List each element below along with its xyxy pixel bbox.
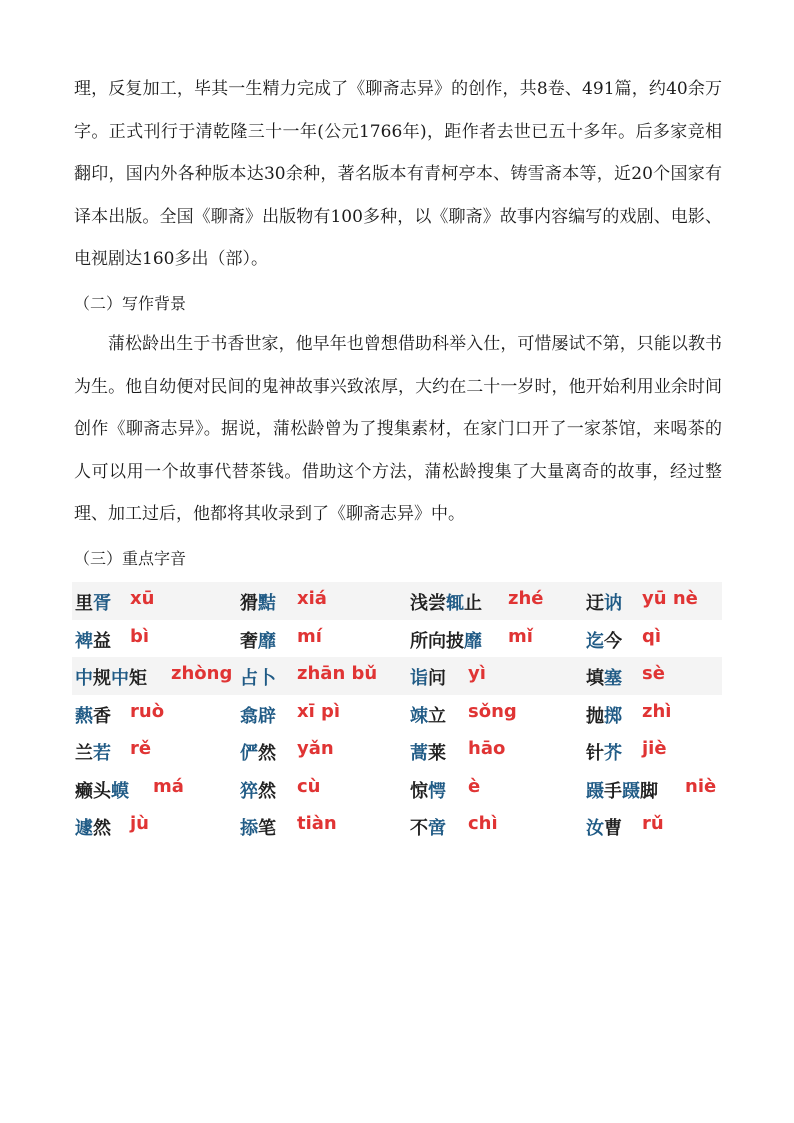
key-character: 迄 — [586, 630, 604, 652]
word-character: 浅尝 — [410, 593, 446, 614]
key-character: 靡 — [464, 630, 482, 652]
word-character: 曹 — [604, 818, 622, 839]
key-character: 竦 — [410, 705, 428, 727]
pronunciation-word — [586, 627, 622, 653]
word-character: 填 — [586, 668, 604, 689]
pronunciation-word — [410, 627, 482, 653]
key-character: 若 — [93, 743, 111, 764]
word-character: 迂 — [586, 593, 604, 614]
pinyin-reading: zhān bǔ — [297, 663, 378, 684]
word-character: 里 — [75, 593, 93, 614]
word-character: 所向披 — [410, 630, 464, 652]
word-character: 脚 — [640, 780, 658, 802]
pinyin-reading: mǐ — [508, 625, 533, 647]
key-character: 胥 — [93, 593, 111, 614]
key-character: 中 — [75, 668, 93, 689]
pronunciation-word — [586, 814, 622, 840]
pronunciation-word — [240, 589, 276, 615]
key-character: 辄 — [446, 593, 464, 614]
pinyin-reading: sǒng — [468, 700, 517, 722]
pinyin-reading: zhì — [642, 700, 672, 722]
word-character: 止 — [464, 593, 482, 614]
pronunciation-word — [75, 739, 111, 765]
pinyin-reading: cù — [297, 775, 321, 797]
pinyin-reading: mí — [297, 625, 322, 647]
key-character: 裨 — [75, 630, 93, 652]
pronunciation-word — [75, 702, 111, 728]
word-character: 规 — [93, 668, 111, 689]
word-character: 益 — [93, 630, 111, 652]
key-character: 芥 — [604, 743, 622, 764]
pinyin-reading: xī pì — [297, 700, 341, 722]
pronunciation-word — [240, 627, 276, 653]
pinyin-reading: sè — [642, 663, 665, 684]
section-heading-pronunciation: （三）重点字音 — [74, 549, 187, 568]
pronunciation-word — [410, 589, 482, 615]
pinyin-reading: yǎn — [297, 738, 334, 759]
pinyin-reading: chì — [468, 813, 498, 834]
pronunciation-row — [72, 770, 722, 808]
key-character: 蹑 — [622, 780, 640, 802]
word-character: 然 — [258, 780, 276, 802]
pronunciation-word — [240, 739, 276, 765]
word-character: 手 — [604, 780, 622, 802]
word-character: 惊 — [410, 780, 428, 802]
pinyin-reading: yì — [468, 663, 486, 684]
word-character: 猾 — [240, 593, 258, 614]
key-character: 汝 — [586, 818, 604, 839]
key-character: 塞 — [604, 668, 622, 689]
word-character: 癞头 — [75, 780, 111, 802]
pronunciation-row — [72, 807, 722, 845]
pronunciation-word — [410, 739, 446, 765]
pronunciation-word — [586, 777, 658, 803]
pronunciation-word — [75, 664, 147, 690]
pinyin-reading: niè — [685, 775, 717, 797]
pinyin-reading: rǔ — [642, 813, 664, 834]
word-character: 然 — [258, 743, 276, 764]
key-character: 蟆 — [111, 780, 129, 802]
key-character: 诣 — [410, 668, 428, 689]
pinyin-reading: jiè — [642, 738, 667, 759]
word-character: 抛 — [586, 705, 604, 727]
key-character: 蹑 — [586, 780, 604, 802]
word-character: 然 — [93, 818, 111, 839]
section-heading-background: （二）写作背景 — [74, 294, 187, 313]
pronunciation-row — [72, 582, 722, 620]
pinyin-reading: yū nè — [642, 588, 698, 609]
key-character: 猝 — [240, 780, 258, 802]
key-character: 靡 — [258, 630, 276, 652]
word-character: 笔 — [258, 818, 276, 839]
pronunciation-word — [240, 777, 276, 803]
key-character: 愕 — [428, 780, 446, 802]
key-character: 黠 — [258, 593, 276, 614]
pronunciation-row — [72, 620, 722, 658]
key-character: 俨 — [240, 743, 258, 764]
pinyin-reading: xiá — [297, 588, 327, 609]
word-character: 不 — [410, 818, 428, 839]
word-character: 针 — [586, 743, 604, 764]
word-character: 立 — [428, 705, 446, 727]
word-character: 莱 — [428, 743, 446, 764]
pronunciation-word — [410, 814, 446, 840]
pronunciation-table — [72, 582, 722, 845]
key-character: 遽 — [75, 818, 93, 839]
key-character: 掷 — [604, 705, 622, 727]
pronunciation-word — [240, 702, 276, 728]
pronunciation-word — [410, 702, 446, 728]
word-character: 今 — [604, 630, 622, 652]
body-paragraph-publication: 理，反复加工，毕其一生精力完成了《聊斋志异》的创作，共8卷、491篇，约40余万字。正式刊行于清乾隆三十一年(公元1766年)，距作者去世已五十多年。后多家竞相翻印，国内外各种版本达30余种，著名版本有青柯亭本、铸雪斋本等，近20个国家有译本出版。全国《聊斋》出版物有100多种，以《聊斋》故事内容编写的戏剧、电影、电视剧达160多出（部）。 — [74, 79, 722, 269]
pronunciation-row — [72, 732, 722, 770]
pinyin-reading: xū — [130, 588, 155, 609]
pronunciation-word — [240, 814, 276, 840]
pronunciation-word — [240, 664, 276, 690]
pronunciation-word — [586, 702, 622, 728]
key-character: 翕辟 — [240, 705, 276, 727]
pinyin-reading: bì — [130, 625, 150, 647]
pinyin-reading: hāo — [468, 738, 506, 759]
word-character: 香 — [93, 705, 111, 727]
pronunciation-word — [75, 777, 129, 803]
pinyin-reading: qì — [642, 625, 662, 647]
pronunciation-word — [586, 739, 622, 765]
word-character: 兰 — [75, 743, 93, 764]
pronunciation-word — [586, 664, 622, 690]
pinyin-reading: è — [468, 775, 481, 797]
pinyin-reading: má — [153, 775, 184, 797]
pinyin-reading: zhé — [508, 588, 544, 609]
pinyin-reading: rě — [130, 738, 152, 759]
word-character: 奢 — [240, 630, 258, 652]
pinyin-reading: jù — [130, 813, 149, 834]
key-character: 爇 — [75, 705, 93, 727]
key-character: 占卜 — [240, 668, 276, 689]
pronunciation-row — [72, 657, 722, 695]
key-character: 蒿 — [410, 743, 428, 764]
key-character: 啻 — [428, 818, 446, 839]
word-character: 问 — [428, 668, 446, 689]
pronunciation-word — [586, 589, 622, 615]
pinyin-reading: tiàn — [297, 813, 337, 834]
pronunciation-word — [75, 814, 111, 840]
pinyin-reading: ruò — [130, 700, 165, 722]
key-character: 掭 — [240, 818, 258, 839]
pronunciation-word — [75, 589, 111, 615]
pronunciation-word — [410, 664, 446, 690]
key-character: 讷 — [604, 593, 622, 614]
key-character: 中 — [111, 668, 129, 689]
pinyin-reading: zhòng — [171, 663, 233, 684]
body-paragraph-background: 蒲松龄出生于书香世家，他早年也曾想借助科举入仕，可惜屡试不第，只能以教书为生。他自幼便对民间的鬼神故事兴致浓厚，大约在二十一岁时，他开始利用业余时间创作《聊斋志异》。据说，蒲松龄曾为了搜集素材，在家门口开了一家茶馆，来喝茶的人可以用一个故事代替茶钱。借助这个方法，蒲松龄搜集了大量离奇的故事，经过整理、加工过后，他都将其收录到了《聊斋志异》中。 — [74, 334, 722, 524]
pronunciation-word — [75, 627, 111, 653]
pronunciation-row — [72, 695, 722, 733]
word-character: 矩 — [129, 668, 147, 689]
pronunciation-word — [410, 777, 446, 803]
